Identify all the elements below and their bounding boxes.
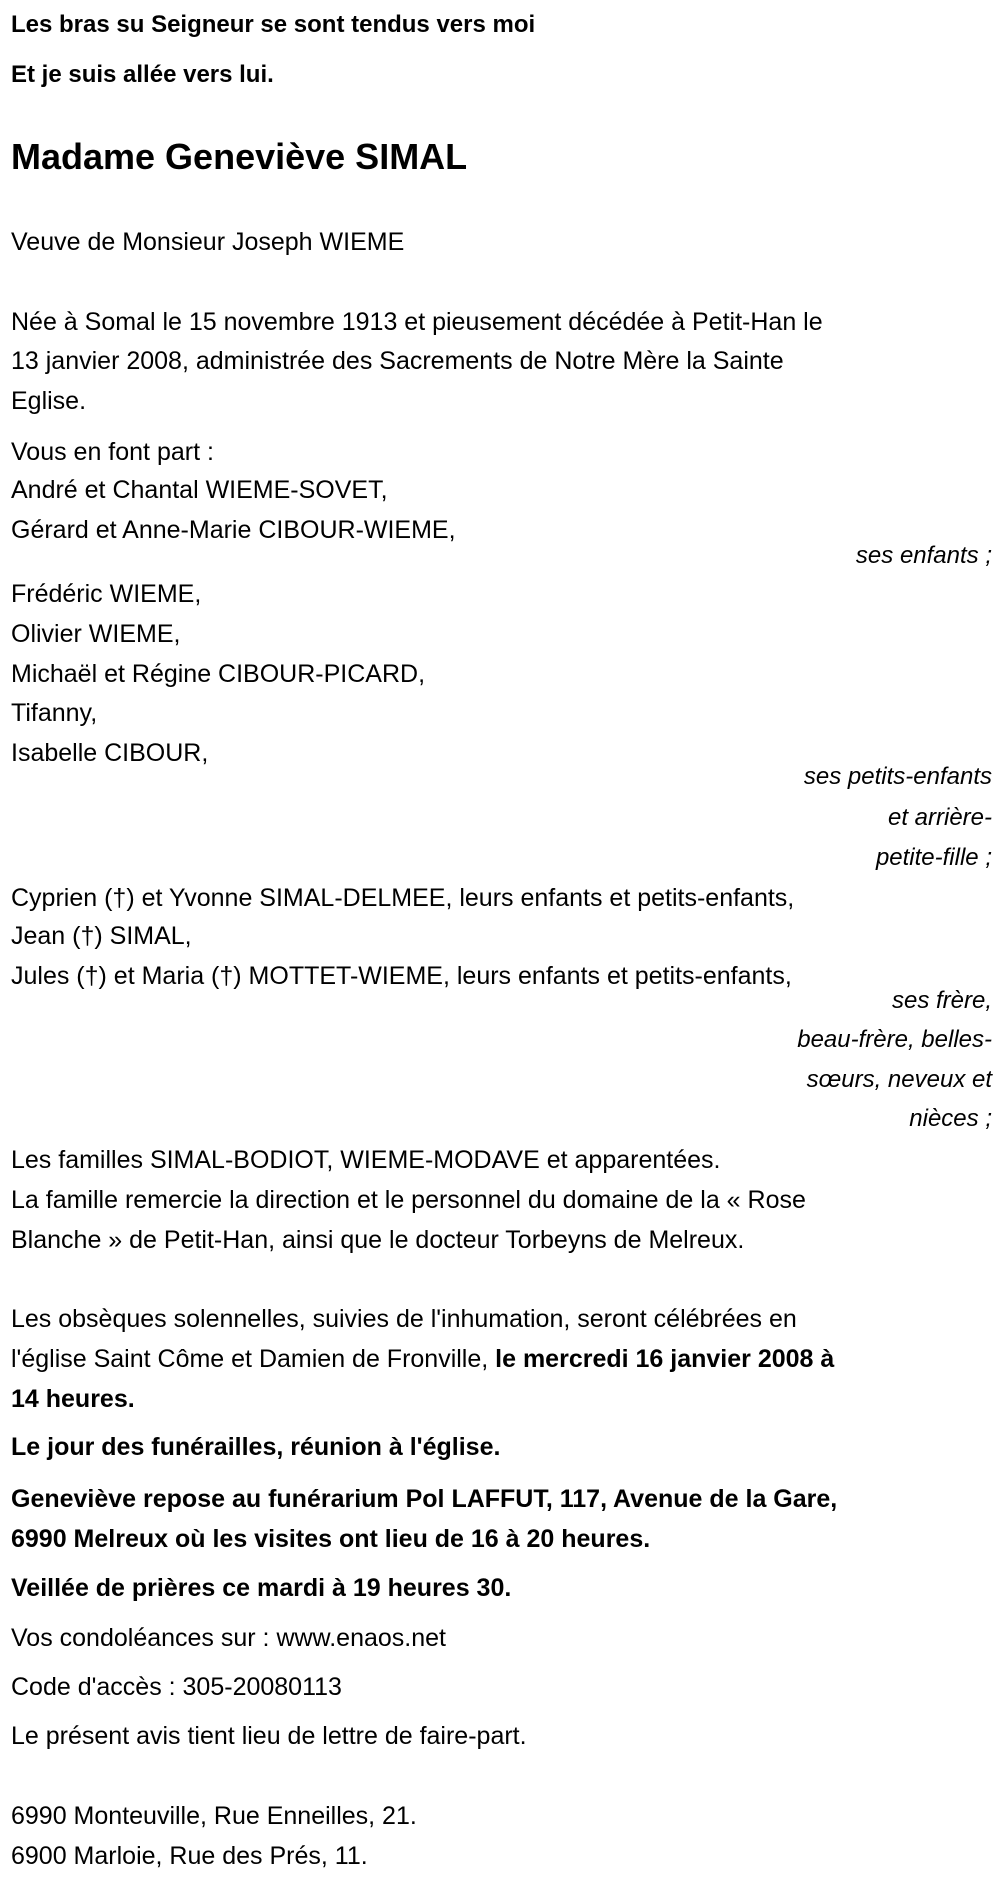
siblings-label: beau-frère, belles-: [797, 1026, 992, 1053]
grandchildren-label: petite-fille ;: [875, 844, 992, 871]
rest-line: Geneviève repose au funérarium Pol LAFFUT, 117, Avenue de la Gare,: [11, 1485, 838, 1513]
grandchildren-label: et arrière-: [887, 804, 992, 831]
funeral-date: le mercredi 16 janvier 2008 à: [495, 1345, 835, 1373]
sibling-line: Jules (†) et Maria (†) MOTTET-WIEME, leurs enfants et petits-enfants,: [11, 962, 792, 990]
funeral-line: [11, 1344, 834, 1374]
grandchildren-label: ses petits-enfants: [803, 763, 992, 790]
access-code-line: Code d'accès : 305-20080113: [11, 1673, 342, 1701]
intro-line: Vous en font part :: [11, 438, 214, 466]
epigraph-line: Et je suis allée vers lui.: [11, 61, 274, 88]
child-line: André et Chantal WIEME-SOVET,: [11, 476, 388, 504]
address-line: 6900 Marloie, Rue des Prés, 11.: [11, 1842, 368, 1870]
sibling-line: Jean (†) SIMAL,: [11, 922, 192, 950]
epigraph-line: Les bras su Seigneur se sont tendus vers moi: [11, 11, 536, 38]
children-label: ses enfants ;: [855, 542, 992, 569]
funeral-time: 14 heures.: [11, 1385, 135, 1413]
notice-line: Le présent avis tient lieu de lettre de faire-part.: [11, 1722, 527, 1750]
grandchild-line: Michaël et Régine CIBOUR-PICARD,: [11, 660, 426, 688]
vigil-line: Veillée de prières ce mardi à 19 heures 30.: [11, 1574, 512, 1602]
rest-line: 6990 Melreux où les visites ont lieu de 16 à 20 heures.: [11, 1525, 651, 1553]
sibling-line: Cyprien (†) et Yvonne SIMAL-DELMEE, leurs enfants et petits-enfants,: [11, 884, 795, 912]
funeral-place: l'église Saint Côme et Damien de Fronville,: [11, 1345, 496, 1373]
address-line: 6990 Monteuville, Rue Enneilles, 21.: [11, 1802, 417, 1830]
birth-line: Eglise.: [11, 387, 87, 415]
grandchild-line: Olivier WIEME,: [11, 620, 181, 648]
widow-line: Veuve de Monsieur Joseph WIEME: [11, 228, 405, 256]
siblings-label: ses frère,: [891, 987, 992, 1014]
condolences-line: Vos condoléances sur : www.enaos.net: [11, 1624, 446, 1652]
birth-line: 13 janvier 2008, administrée des Sacrements de Notre Mère la Sainte: [11, 347, 784, 375]
meeting-line: Le jour des funérailles, réunion à l'église.: [11, 1433, 501, 1461]
thanks-line: Blanche » de Petit-Han, ainsi que le docteur Torbeyns de Melreux.: [11, 1226, 745, 1254]
siblings-label: nièces ;: [909, 1105, 992, 1132]
grandchild-line: Frédéric WIEME,: [11, 580, 202, 608]
thanks-line: La famille remercie la direction et le personnel du domaine de la « Rose: [11, 1186, 806, 1214]
siblings-label: sœurs, neveux et: [806, 1066, 992, 1093]
birth-line: Née à Somal le 15 novembre 1913 et pieusement décédée à Petit-Han le: [11, 308, 823, 336]
families-line: Les familles SIMAL-BODIOT, WIEME-MODAVE et apparentées.: [11, 1146, 721, 1174]
child-line: Gérard et Anne-Marie CIBOUR-WIEME,: [11, 516, 456, 544]
grandchild-line: Isabelle CIBOUR,: [11, 739, 209, 767]
funeral-line: Les obsèques solennelles, suivies de l'inhumation, seront célébrées en: [11, 1305, 797, 1333]
deceased-name: Madame Geneviève SIMAL: [11, 136, 468, 177]
grandchild-line: Tifanny,: [11, 699, 98, 727]
